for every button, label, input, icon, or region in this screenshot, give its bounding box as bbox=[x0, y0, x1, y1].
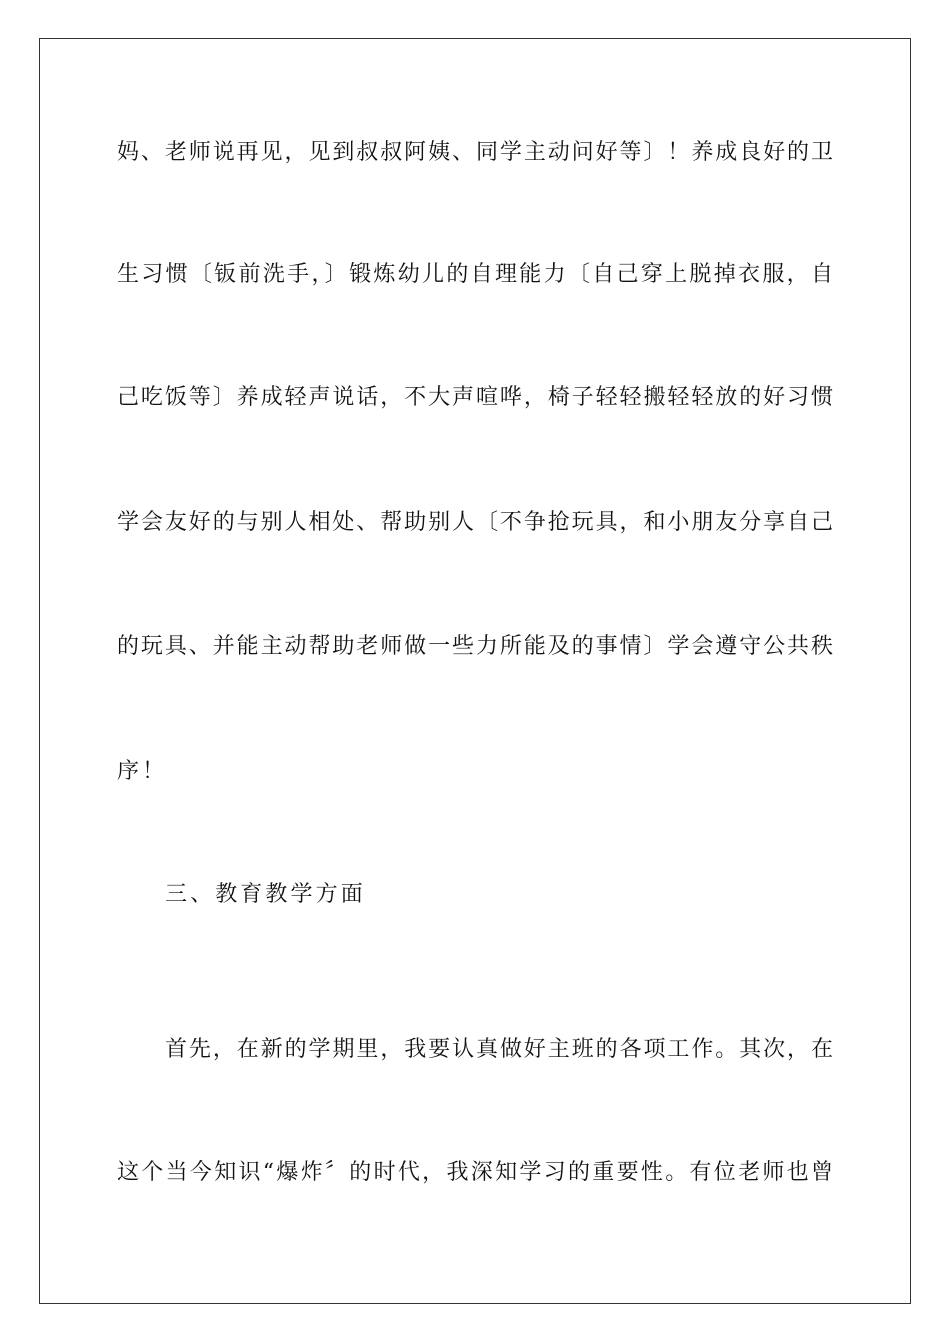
paragraph-line-5: 的玩具、并能主动帮助老师做一些力所能及的事情〕学会遵守公共秩 bbox=[117, 634, 833, 659]
section-heading: 三、教育教学方面 bbox=[165, 882, 366, 907]
page-border bbox=[39, 38, 911, 1304]
paragraph-line-1: 妈、老师说再见，见到叔叔阿姨、同学主动问好等〕！养成良好的卫 bbox=[117, 140, 833, 165]
paragraph-line-3: 己吃饭等〕养成轻声说话，不大声喧哗，椅子轻轻搬轻轻放的好习惯 bbox=[117, 385, 833, 410]
paragraph-line-8: 这个当今知识“爆炸〞的时代，我深知学习的重要性。有位老师也曾 bbox=[117, 1160, 833, 1185]
paragraph-line-4: 学会友好的与别人相处、帮助别人〔不争抢玩具，和小朋友分享自己 bbox=[117, 510, 833, 535]
paragraph-line-2: 生习惯〔钣前洗手，〕锻炼幼儿的自理能力〔自己穿上脱掉衣服，自 bbox=[117, 262, 833, 287]
paragraph-line-6: 序！ bbox=[117, 759, 168, 784]
paragraph-line-7: 首先，在新的学期里，我要认真做好主班的各项工作。其次，在 bbox=[165, 1037, 833, 1062]
